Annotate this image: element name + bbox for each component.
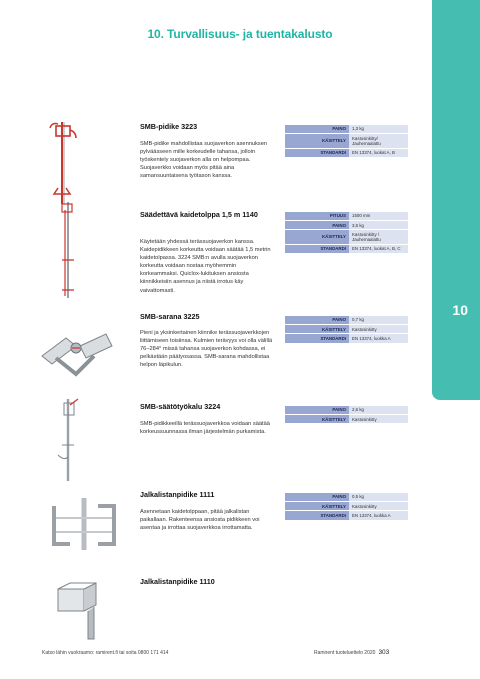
- product-description: Pieni ja yksinkertainen kiinnike terässuojaverkkojen liittämiseen toisiinsa. Kulmien terävyys voi olla välillä 76–284° missä tahansa suojaverkon kohdassa, ei pelkästään päätyosassa. SMB-sarana mahdollistaa helpon läpikulun.: [140, 330, 273, 369]
- product-name: SMB-sarana 3225: [140, 312, 200, 321]
- spec-row: [285, 125, 408, 134]
- product-description: Käytetään yhdessä terässuojaverkon kanssa. Kaidepidikkeen korkeutta voidaan säätää 1,5 metrin kaidetolpassa. 3224 SMB:n avulla suojaverkon korkeutta voidaan nostaa myöhemmin korkeammaksi. Quiclox-lukituksen ansiosta kiinnikkeisiin asennus ja niistä irrotus käy vaivattomasti.: [140, 239, 271, 294]
- spec-key: PAINO: [285, 316, 349, 325]
- spec-row: [285, 230, 408, 245]
- product-name: SMB-pidike 3223: [140, 122, 198, 131]
- spec-value: Kastosinkitty: [349, 502, 408, 511]
- spec-key: STANDARDI: [285, 334, 349, 343]
- spec-table: [285, 316, 408, 344]
- spec-key: KÄSITTELY: [285, 325, 349, 334]
- product-name: Säädettävä kaidetolppa 1,5 m 1140: [140, 210, 258, 219]
- product-name: SMB-säätötyökalu 3224: [140, 402, 221, 411]
- spec-table: [285, 125, 408, 158]
- spec-value: 1,3 kg: [349, 125, 408, 134]
- spec-value: 1500 mm: [349, 212, 408, 221]
- guardrail-post-image: [40, 200, 90, 300]
- toeboard-holder-image: [44, 488, 124, 560]
- spec-row: [285, 134, 408, 149]
- spec-value: EN 13374, luokat A, B, C: [349, 244, 408, 253]
- page-number: 303: [378, 649, 390, 656]
- spec-value: 2,6 kg: [349, 406, 408, 415]
- spec-row: [285, 148, 408, 157]
- smb-hinge-image: [36, 316, 116, 386]
- spec-key: STANDARDI: [285, 148, 349, 157]
- toeboard-bracket-image: [44, 581, 114, 641]
- side-tab-number: 10: [452, 302, 468, 318]
- spec-table: [285, 212, 408, 254]
- adjustment-tool-image: [48, 395, 88, 485]
- side-tab: [432, 0, 480, 400]
- spec-row: [285, 325, 408, 334]
- spec-key: KÄSITTELY: [285, 230, 349, 245]
- spec-row: [285, 212, 408, 221]
- spec-value: EN 13374, luokat A, B: [349, 148, 408, 157]
- spec-row: [285, 415, 408, 424]
- spec-key: KÄSITTELY: [285, 415, 349, 424]
- spec-value: Kastosinkitty / Jauhemaalattu: [349, 230, 408, 245]
- product-description: SMB-pidike mahdollistaa suojaverkon asennuksen pylväässeen mille korkeudelle tahansa, jolloin työskentely suojaverkon alla on helpompaa. Suojaverkko voidaan myös pitää aina samansuuntaisena työtason kanssa.: [140, 141, 268, 180]
- product-name: Jalkalistanpidike 1110: [140, 577, 215, 586]
- spec-key: PAINO: [285, 221, 349, 230]
- spec-row: [285, 221, 408, 230]
- spec-row: [285, 493, 408, 502]
- spec-key: STANDARDI: [285, 244, 349, 253]
- spec-key: PITUUS: [285, 212, 349, 221]
- footer-catalog-name: Ramirent tuoteluettelo 2020: [314, 650, 376, 656]
- spec-value: 3,5 kg: [349, 221, 408, 230]
- spec-key: PAINO: [285, 406, 349, 415]
- spec-table: [285, 493, 408, 521]
- product-description: Asennetaan kaidetolppaan, pitää jalkalistan paikallaan. Rakenteensa ansiosta pidikkeen voi asentaa ja irrottaa suojaverkkoa irrottamatta.: [140, 509, 260, 532]
- footer-contact: Katso lähin vuokraamo: ramirent.fi tai soita 0800 171 414: [42, 650, 169, 656]
- spec-row: [285, 316, 408, 325]
- spec-key: STANDARDI: [285, 511, 349, 520]
- spec-row: [285, 244, 408, 253]
- spec-key: KÄSITTELY: [285, 134, 349, 149]
- product-name: Jalkalistanpidike 1111: [140, 490, 215, 499]
- spec-value: 0,5 kg: [349, 493, 408, 502]
- spec-table: [285, 406, 408, 424]
- footer-catalog: [314, 649, 389, 656]
- spec-key: PAINO: [285, 125, 349, 134]
- spec-key: KÄSITTELY: [285, 502, 349, 511]
- spec-value: Kastosinkitty: [349, 325, 408, 334]
- product-description: SMB-pidikkeeillä terässuojaverkkoa voidaan säätää korkeussuunnassa ilman järjestelmän purkamista.: [140, 421, 270, 436]
- spec-row: [285, 406, 408, 415]
- spec-value: 0,7 kg: [349, 316, 408, 325]
- spec-value: EN 13374, luokka A: [349, 511, 408, 520]
- smb-holder-image: [40, 116, 90, 206]
- spec-value: Kastosinkitty: [349, 415, 408, 424]
- spec-row: [285, 334, 408, 343]
- spec-value: EN 13374, luokka A: [349, 334, 408, 343]
- spec-key: PAINO: [285, 493, 349, 502]
- spec-row: [285, 511, 408, 520]
- spec-row: [285, 502, 408, 511]
- page-title: 10. Turvallisuus- ja tuentakalusto: [147, 27, 333, 41]
- spec-value: Kastosinkitty/ Jauhemaalattu: [349, 134, 408, 149]
